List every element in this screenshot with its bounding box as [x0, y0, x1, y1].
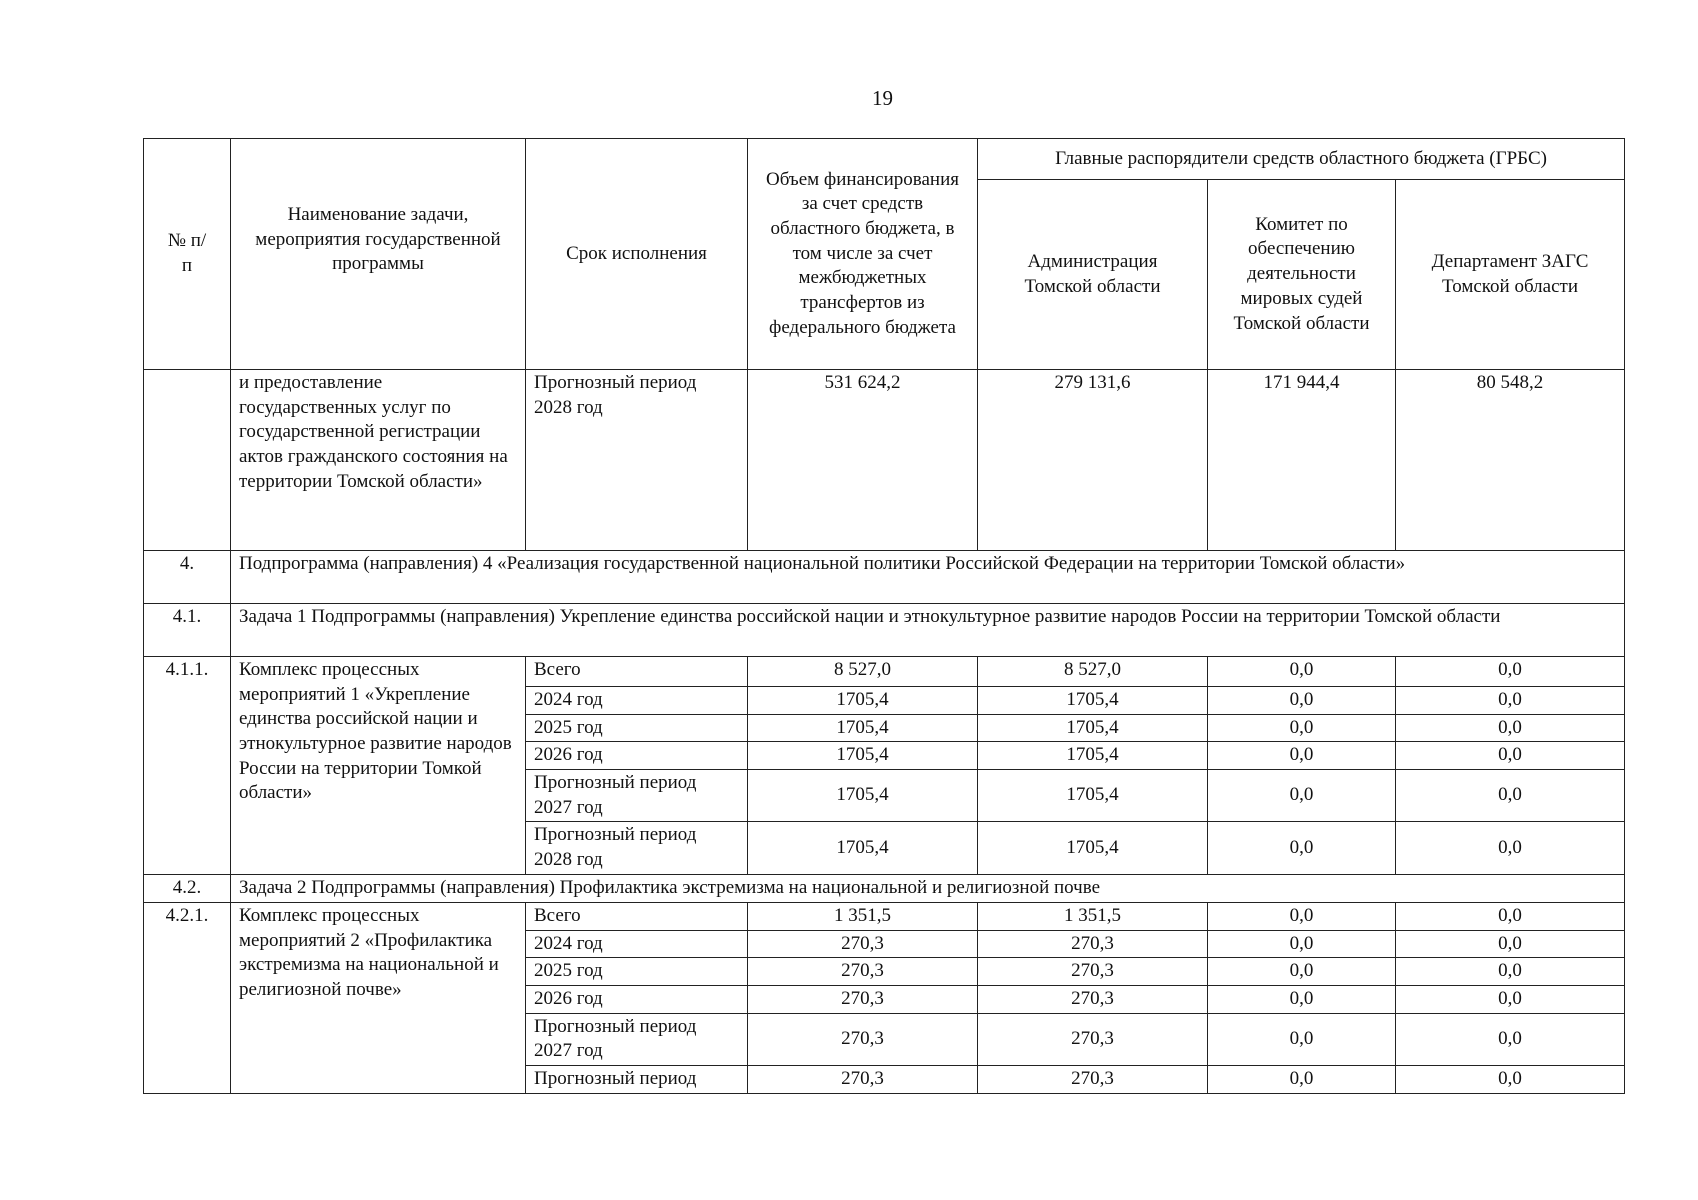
- row-term: Прогнозный период 2027 год: [526, 770, 748, 822]
- task-row: [144, 874, 1625, 902]
- row-committee: 0,0: [1208, 742, 1396, 770]
- page-number: 19: [872, 86, 893, 110]
- row-term: 2025 год: [526, 958, 748, 986]
- row-admin: 270,3: [978, 930, 1208, 958]
- row-committee: 0,0: [1208, 1065, 1396, 1093]
- row-volume: 1705,4: [748, 687, 978, 715]
- header-volume: Объем финансирования за счет средств областного бюджета, в том числе за счет межбюджетных трансфертов из федерального бюджета: [748, 139, 978, 370]
- header-grbs-admin: Администрация Томской области: [978, 180, 1208, 370]
- row-zags: 0,0: [1396, 1013, 1625, 1065]
- row-committee: 0,0: [1208, 822, 1396, 874]
- row-term: Прогнозный период 2027 год: [526, 1013, 748, 1065]
- task-num: 4.1.: [144, 604, 231, 657]
- row-zags: 0,0: [1396, 985, 1625, 1013]
- row-volume: 270,3: [748, 1065, 978, 1093]
- row-admin: 270,3: [978, 1065, 1208, 1093]
- header-grbs-committee: Комитет по обеспечению деятельности мировых судей Томской области: [1208, 180, 1396, 370]
- continuation-term: Прогнозный период 2028 год: [526, 370, 748, 551]
- header-name: Наименование задачи, мероприятия государственной программы: [231, 139, 526, 370]
- item-num: 4.1.1.: [144, 657, 231, 875]
- row-volume: 1 351,5: [748, 902, 978, 930]
- table-row: [144, 902, 1625, 930]
- row-admin: 270,3: [978, 985, 1208, 1013]
- row-committee: 0,0: [1208, 985, 1396, 1013]
- continuation-zags: 80 548,2: [1396, 370, 1625, 551]
- item-name: Комплекс процессных мероприятий 2 «Профилактика экстремизма на национальной и религиозной почве»: [231, 902, 526, 1093]
- row-admin: 8 527,0: [978, 657, 1208, 687]
- header-grbs-zags: Департамент ЗАГС Томской области: [1396, 180, 1625, 370]
- row-volume: 270,3: [748, 930, 978, 958]
- row-zags: 0,0: [1396, 687, 1625, 715]
- row-term: Всего: [526, 902, 748, 930]
- row-volume: 1705,4: [748, 770, 978, 822]
- row-admin: 270,3: [978, 1013, 1208, 1065]
- row-admin: 1705,4: [978, 770, 1208, 822]
- row-zags: 0,0: [1396, 1065, 1625, 1093]
- row-committee: 0,0: [1208, 687, 1396, 715]
- row-zags: 0,0: [1396, 657, 1625, 687]
- row-admin: 1 351,5: [978, 902, 1208, 930]
- row-committee: 0,0: [1208, 714, 1396, 742]
- continuation-volume: 531 624,2: [748, 370, 978, 551]
- header-grbs-group: Главные распорядители средств областного бюджета (ГРБС): [978, 139, 1625, 180]
- row-term: Всего: [526, 657, 748, 687]
- row-committee: 0,0: [1208, 770, 1396, 822]
- row-term: 2026 год: [526, 742, 748, 770]
- row-zags: 0,0: [1396, 958, 1625, 986]
- row-zags: 0,0: [1396, 902, 1625, 930]
- row-term: Прогнозный период: [526, 1065, 748, 1093]
- item-name: Комплекс процессных мероприятий 1 «Укрепление единства российской нации и этнокультурное развитие народов России на территории Томкой области»: [231, 657, 526, 875]
- row-admin: 1705,4: [978, 714, 1208, 742]
- continuation-num: [144, 370, 231, 551]
- row-term: 2024 год: [526, 930, 748, 958]
- continuation-admin: 279 131,6: [978, 370, 1208, 551]
- row-volume: 1705,4: [748, 742, 978, 770]
- row-volume: 8 527,0: [748, 657, 978, 687]
- section-num: 4.: [144, 551, 231, 604]
- row-admin: 270,3: [978, 958, 1208, 986]
- row-zags: 0,0: [1396, 742, 1625, 770]
- row-admin: 1705,4: [978, 742, 1208, 770]
- section-row: [144, 551, 1625, 604]
- row-admin: 1705,4: [978, 822, 1208, 874]
- task-row: [144, 604, 1625, 657]
- header-num: № п/п: [144, 139, 231, 370]
- row-volume: 1705,4: [748, 714, 978, 742]
- continuation-row: [144, 370, 1625, 551]
- budget-table: [143, 138, 1625, 1094]
- row-term: Прогнозный период 2028 год: [526, 822, 748, 874]
- row-committee: 0,0: [1208, 958, 1396, 986]
- row-zags: 0,0: [1396, 770, 1625, 822]
- section-text: Подпрограмма (направления) 4 «Реализация государственной национальной политики Российской Федерации на территории Томской области»: [231, 551, 1625, 604]
- header-term: Срок исполнения: [526, 139, 748, 370]
- table-row: [144, 657, 1625, 687]
- row-committee: 0,0: [1208, 657, 1396, 687]
- row-committee: 0,0: [1208, 902, 1396, 930]
- row-volume: 270,3: [748, 1013, 978, 1065]
- row-term: 2025 год: [526, 714, 748, 742]
- row-volume: 270,3: [748, 985, 978, 1013]
- row-volume: 270,3: [748, 958, 978, 986]
- row-volume: 1705,4: [748, 822, 978, 874]
- row-term: 2024 год: [526, 687, 748, 715]
- row-admin: 1705,4: [978, 687, 1208, 715]
- row-committee: 0,0: [1208, 1013, 1396, 1065]
- continuation-committee: 171 944,4: [1208, 370, 1396, 551]
- row-committee: 0,0: [1208, 930, 1396, 958]
- task-num: 4.2.: [144, 874, 231, 902]
- row-zags: 0,0: [1396, 822, 1625, 874]
- continuation-name: и предоставление государственных услуг по государственной регистрации актов гражданского состояния на территории Томской области»: [231, 370, 526, 551]
- header-row-1: [144, 139, 1625, 180]
- item-num: 4.2.1.: [144, 902, 231, 1093]
- row-zags: 0,0: [1396, 714, 1625, 742]
- task-text: Задача 2 Подпрограммы (направления) Профилактика экстремизма на национальной и религиозной почве: [231, 874, 1625, 902]
- task-text: Задача 1 Подпрограммы (направления) Укрепление единства российской нации и этнокультурное развитие народов России на территории Томской области: [231, 604, 1625, 657]
- row-term: 2026 год: [526, 985, 748, 1013]
- row-zags: 0,0: [1396, 930, 1625, 958]
